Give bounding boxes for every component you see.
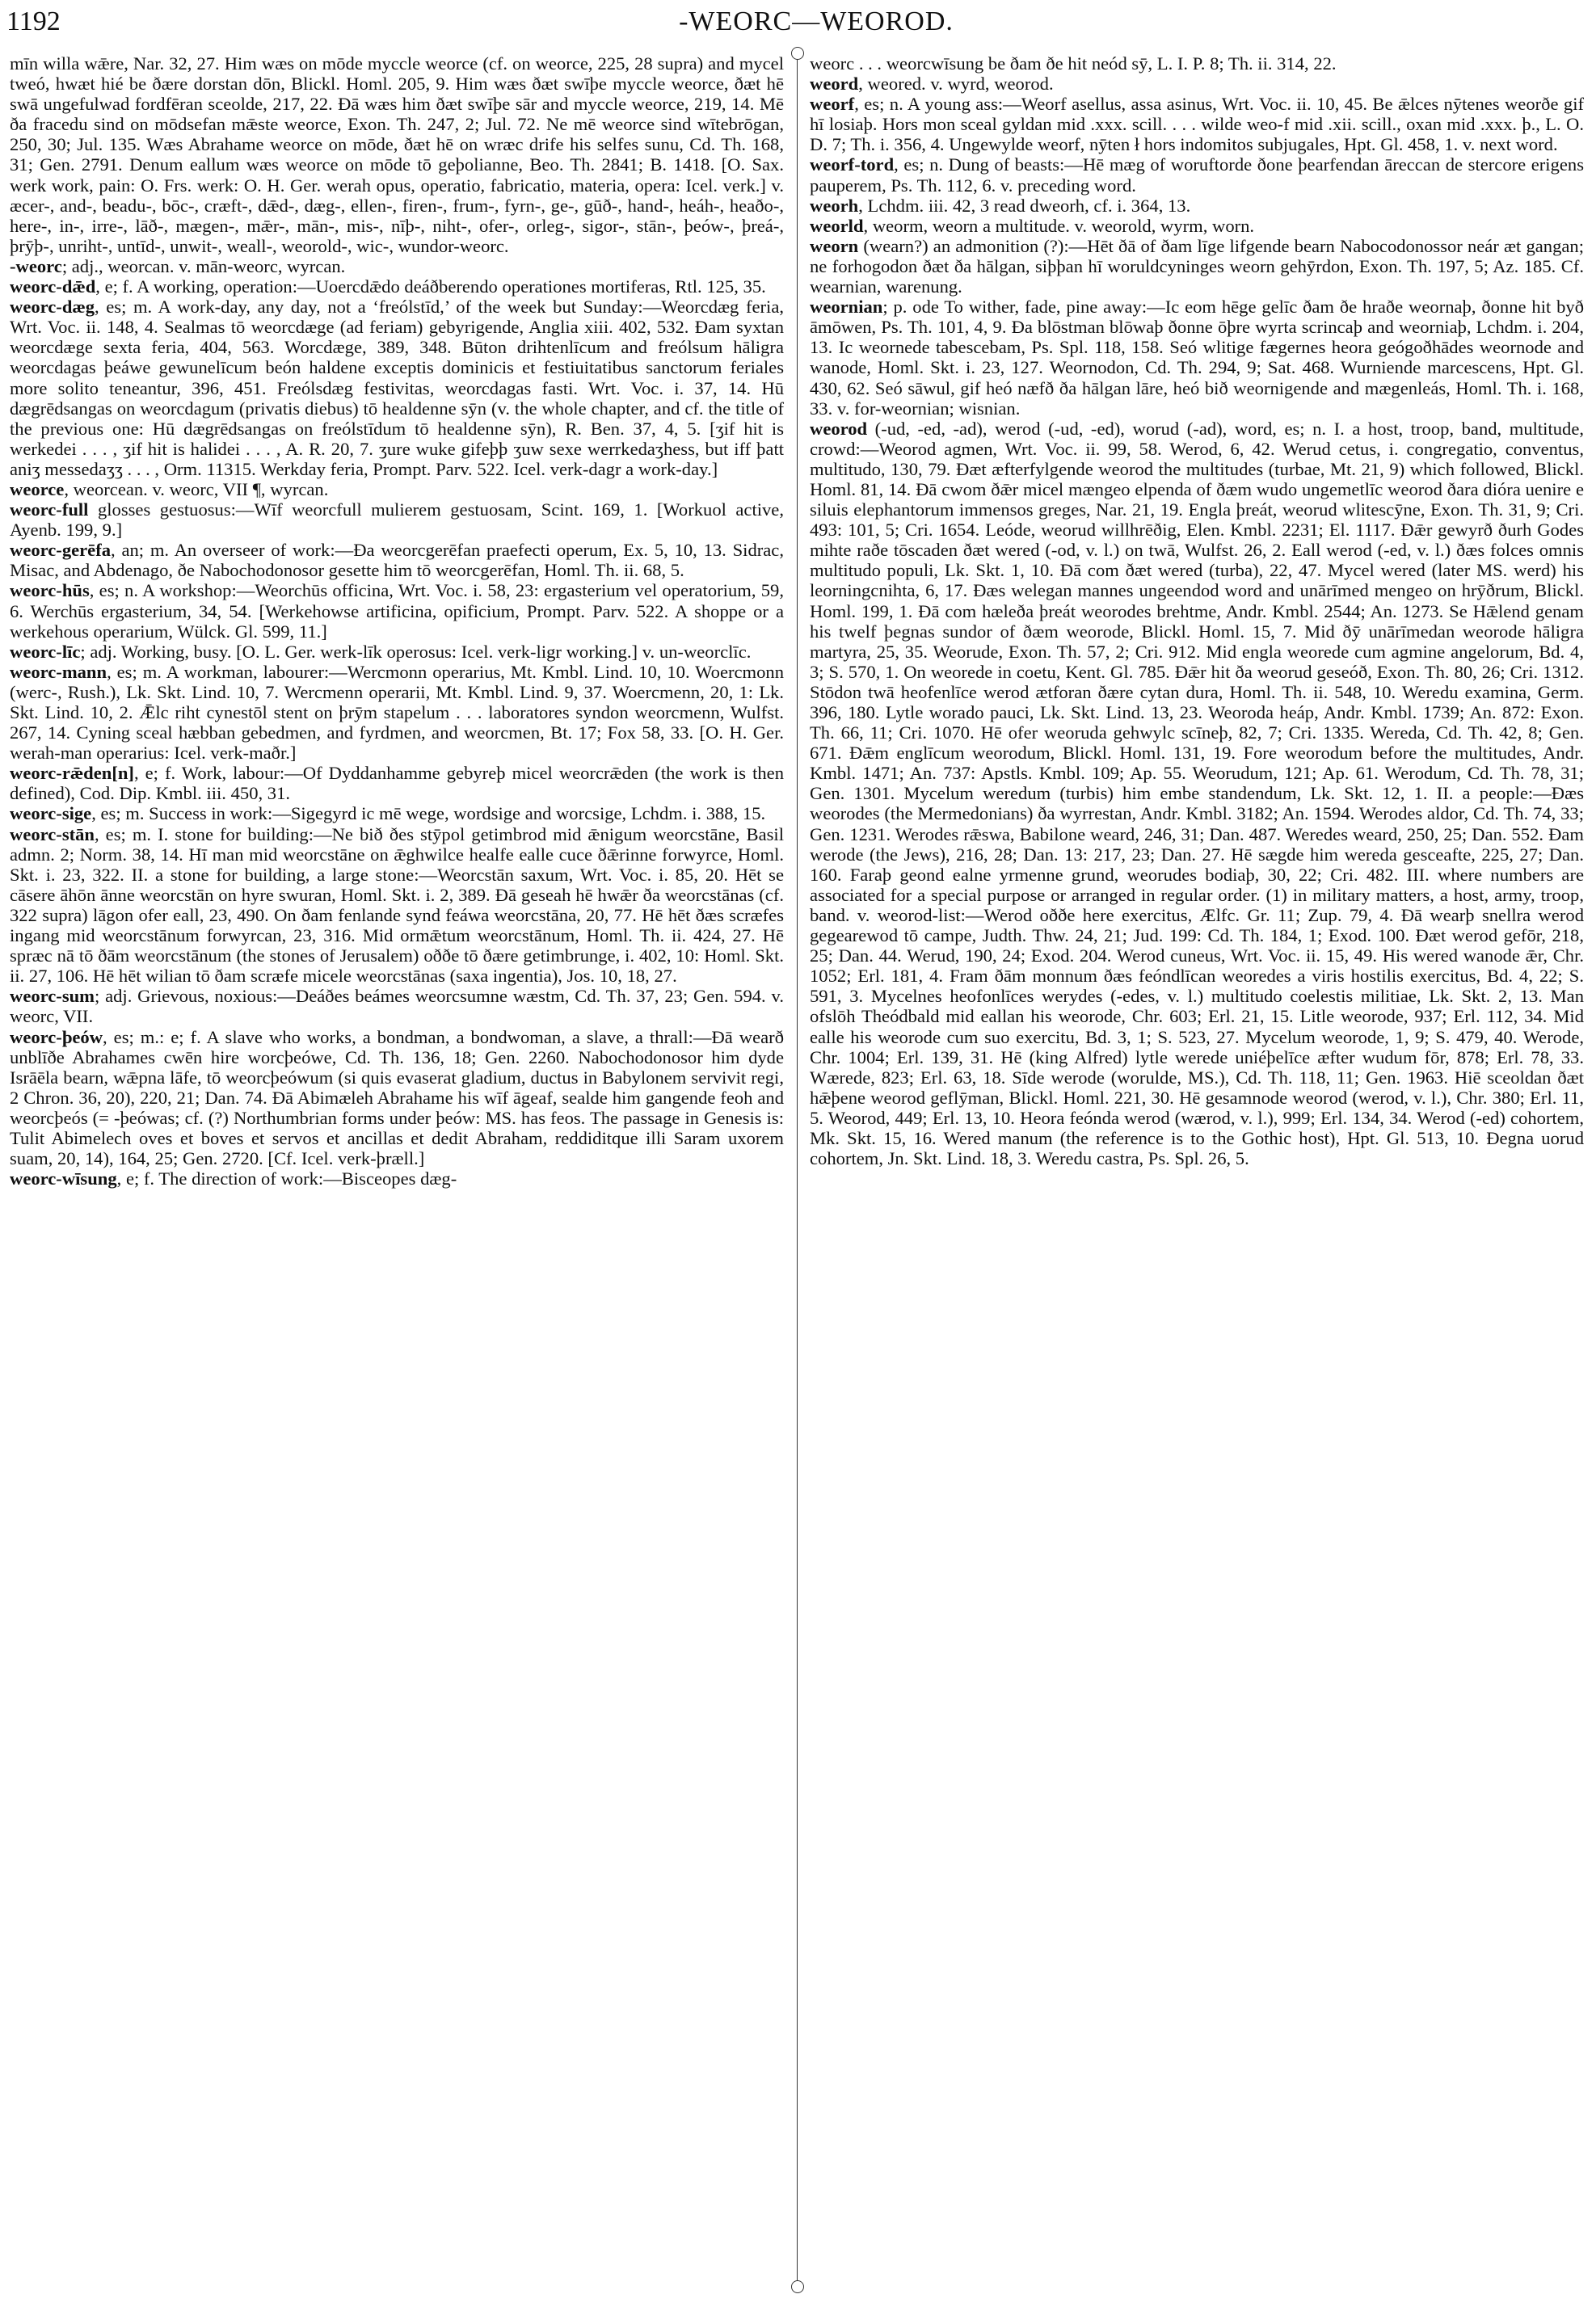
entry-definition: , es; m. I. stone for building:—Ne bið ðes stȳpol getimbrod mid ǣnigum weorcstāne, Basil admn. 2; Norm. 38, 14. Hī man mid weorcstāne on ǣghwilce healfe ealle cuce ðǣrinne forwyrce, Homl. Skt. i. 23, 322. II. a stone for building, a large stone:—Weorcstān saxum, Wrt. Voc. i. 85, 20. Hēt se cāsere āhōn ānne weorcstān on hyre swuran, Homl. Skt. i. 2, 389. Ðā geseah hē hwǣr ða weorcstānas (cf. 322 supra) lāgon ofer eall, 23, 490. On ðam fenlande synd feáwa weorcstāna, 20, 77. Hē hēt ðæs scræfes ingang mid weorcstānum forwyrcan, 23, 316. Mid ormǣtum weorcstānum, Homl. Th. ii. 424, 27. Hē spræc nā tō ðām weorcstānum (the stones of Jerusalem) oððe tō ðære getimbrunge, i. 402, 10: Homl. Skt. ii. 27, 106. Hē hēt wilian tō ðam scræfe micele weorcstānas (saxa ingentia), Jos. 10, 18, 27. <box>10 823 784 987</box>
dictionary-entry <box>10 256 784 276</box>
entry-headword: weorc-dǣd <box>10 276 96 297</box>
entry-headword: weorc-þeów <box>10 1026 103 1047</box>
entry-headword: weorh <box>810 195 859 216</box>
entry-definition: ; adj., weorcan. v. mān-weorc, wyrcan. <box>61 255 346 276</box>
entry-definition: , es; m.: e; f. A slave who works, a bondman, a bondwoman, a slave, a thrall:—Ðā wearð unblīðe Abrahames cwēn hire worcþeówe, Cd. Th. 136, 18; Gen. 2260. Nabochodonosor him dyde Isrāēla bearn, wǣpna lāfe, tō weorcþeówum (si quis evaserat gladium, ductus in Babylonem servivit regi, 2 Chron. 36, 20), 220, 21; Dan. 74. Ðā Abimæleh Abrahame his wīf āgeaf, sealde him gangende feoh and weorcþeós (= -þeówas; cf. (?) Northumbrian forms under þeów: MS. has feos. The passage in Genesis is: Tulit Abimelech oves et boves et servos et ancillas et dedit Abraham, reddiditque illi Saram uxorem suam, 20, 14), 164, 25; Gen. 2720. [Cf. Icel. verk-þræll.] <box>10 1026 784 1169</box>
dictionary-entry <box>10 580 784 641</box>
entry-definition: ; adj. Working, busy. [O. L. Ger. werk-līk operosus: Icel. verk-ligr working.] v. un-weorclīc. <box>80 641 752 662</box>
divider-ornament-top-icon <box>791 47 804 60</box>
entry-definition: (-ud, -ed, -ad), werod (-ud, -ed), worud (-ad), word, es; n. I. a host, troop, band, multitude, crowd:—Weorod agmen, Wrt. Voc. ii. 99, 58. Werod, 6, 42. Werud cetus, i. congregatio, conventus, multitudo, 130, 79. Ðæt æfterfylgende weorod the multitudes (turbae, Mt. 21, 9) which followed, Blickl. Homl. 81, 14. Ðā cwom ðǣr micel mængeo elpenda of ðæm wudo ungemetlīc weorod ðara dióra uenire e siluis elephantorum immensos greges, Nar. 21, 19. Engla þreát, weorud wlitescȳne, Exon. Th. 31, 9; Cri. 493: 101, 5; Cri. 1654. Leóde, weorud willhrēðig, Elen. Kmbl. 2231; El. 1117. Ðǣr gewyrð ðurh Godes mihte raðe tōscaden ðæt wered (-od, v. l.) on twā, Wulfst. 26, 2. Eall werod (-ed, v. l.) ðæs folces omnis multitudo populi, Lk. Skt. 1, 10. Ðā com ðæt wered (turba), 22, 47. Mycel wered (later MS. werd) his leorningcnihta, 6, 17. Ðæs welegan mannes ungeendod word and unārīmed mengeo on hrȳðrum, Blickl. Homl. 199, 1. Ðā com hæleða þreát weorodes brehtme, Andr. Kmbl. 2544; An. 1273. Se Hǣlend genam his twelf þegnas sundor of ðæm weorode, Blickl. Homl. 15, 7. Mid ðȳ unārīmedan weorode hāligra martyra, 25, 35. Weorude, Exon. Th. 57, 2; Cri. 912. Mid engla weorede cum agmine angelorum, Bd. 4, 3; S. 570, 1. On weorede in coetu, Kent. Gl. 785. Ðǣr hit ða weorud geseóð, Exon. Th. 80, 26; Cri. 1312. Stōdon twā heofenlīce werod ætforan ðære cytan dura, Homl. Th. ii. 548, 10. Weredu examina, Germ. 396, 180. Lytle worado pauci, Lk. Skt. Lind. 13, 23. Weoroda heáp, Andr. Kmbl. 1739; An. 872: Exon. Th. 66, 11; Cri. 1070. Hē ofer weoruda gehwylc scīneþ, 82, 7; Cri. 1335. Wereda, Cd. Th. 42, 8; Gen. 671. Ðǣm englīcum weorodum, Blickl. Homl. 131, 19. Fore weorodum before the multitudes, Andr. Kmbl. 1471; An. 737: Apstls. Kmbl. 109; Ap. 55. Weorudum, 121; Ap. 61. Werodum, Cd. Th. 78, 31; Gen. 1301. Mycelum weredum (turbis) him embe standendum, Lk. Skt. 12, 1. II. a people:—Ðæs weorodes (the Mermedonians) ða wyrrestan, Andr. Kmbl. 3182; An. 1594. Werodes aldor, Cd. Th. 74, 33; Gen. 1231. Werodes rǣswa, Babilone weard, 246, 31; Dan. 487. Weredes weard, 250, 25; Dan. 552. Ðam werode (the Jews), 216, 28; Dan. 13: 217, 23; Dan. 27. Hē sægde him wereda gesceafte, 225, 27; Dan. 160. Faraþ geond ealne yrmenne grund, weorudes bodiaþ, 30, 22; Cri. 482. III. where numbers are associated for a special purpose or arranged in regular order. (1) in military matters, a host, army, troop, band. v. weorod-list:—Werod oððe here exercitus, Ælfc. Gr. 11; Zup. 79, 4. Ðā wearþ snellra werod gegearewod tō campe, Judth. Thw. 24, 21; Jud. 199: Cd. Th. 184, 1; Exod. 100. Ðæt werod gefōr, 218, 25; Dan. 44. Werud, 190, 24; Exod. 204. Werod cuneus, Wrt. Voc. ii. 15, 49. His wered wanode ǣr, Chr. 1052; Erl. 181, 4. Fram ðām monnum ðæs feóndlīcan weoredes a viris hostilis exercitus, Bd. 4, 22; S. 591, 3. Mycelnes heofonlīces werydes (-edes, v. l.) multitudo coelestis militiae, Lk. Skt. 2, 13. Man ofslōh Theódbald mid eallan his weorode, Chr. 603; Erl. 21, 15. Litle weorode, 937; Erl. 112, 34. Mid ealle his weorode cum suo exercitu, Bd. 3, 1; S. 523, 27. Mycelum weorode, 1, 9; S. 479, 40. Werode, Chr. 1004; Erl. 139, 31. Hē (king Alfred) lytle werede uniéþelīce æfter wudum fōr, 878; Erl. 78, 33. Wærede, 823; Erl. 63, 18. Sīde werode (worulde, MS.), Cd. Th. 118, 11; Gen. 1963. Hiē sceoldan ðæt hǣþene weorod geflȳman, Blickl. Homl. 221, 30. Hē gesamnode weorod (werod, v. l.), Chr. 380; Erl. 11, 5. Weorod, 449; Erl. 13, 10. Heora feónda werod (wærod, v. l.), 999; Erl. 134, 34. Werod (-ed) cohortem, Mk. Skt. 15, 16. Wered manum (the reference is to the Gothic host), Hpt. Gl. 513, 10. Ðegna uorud cohortem, Jn. Skt. Lind. 18, 3. Weredu castra, Ps. Spl. 26, 5. <box>810 418 1584 1169</box>
dictionary-entry <box>810 154 1584 195</box>
entry-definition: (wearn?) an admonition (?):—Hēt ðā of ðam līge lifgende bearn Nabocodonossor neár æt gangan; ne forhogodon ðæt ða hālgan, siþþan hī woruldcyninges weorn gehȳrdon, Exon. Th. 197, 5; Az. 185. Cf. wearnian, warenung. <box>810 235 1584 297</box>
entry-definition: , weorcean. v. weorc, VII ¶, wyrcan. <box>64 478 329 499</box>
dictionary-entry <box>10 297 784 479</box>
dictionary-entry <box>810 216 1584 236</box>
dictionary-entry <box>810 196 1584 216</box>
entry-definition: , e; f. Work, labour:—Of Dyddanhamme gebyreþ micel weorcrǣden (the work is then defined), Cod. Dip. Kmbl. iii. 450, 31. <box>10 763 784 804</box>
dictionary-entry <box>10 499 784 540</box>
entry-headword: weorc-hūs <box>10 580 90 601</box>
entry-definition: , es; m. A work-day, any day, not a ‘freólstīd,’ of the week but Sunday:—Weorcdæg feria, Wrt. Voc. ii. 148, 4. Sealmas tō weorcdæge (ad feriam) gebyrigende, Anglia xiii. 402, 532. Ðam syxtan weorcdæge sexta feria, 404, 563. Worcdæge, 389, 348. Būton drihtenlīcum and freólsum hāligra weorcdagas þeáwe gewunelīcum beón haldene exceptis dominicis et festiuitatibus sanctorum feriales more solito teneantur, 396, 451. Freólsdæg festivitas, weorcdagas fasti. Wrt. Voc. i. 37, 14. Hū dægrēdsangas on weorcdagum (privatis diebus) tō healdenne sȳn (v. the whole chapter, and cf. the title of the previous one: Hū dægrēdsangas on freólstīdum tō healdenne sȳn), R. Ben. 37, 4, 5. [ʒif hit is werkedei . . . , ʒif hit is halidei . . . , A. R. 20, 7. ʒure wuke gifeþþ ʒuw sexe werrkedaʒhess, but iff þatt aniʒ messedaʒʒ . . . , Orm. 11315. Werkday feria, Prompt. Parv. 522. Icel. verk-dagr a work-day.] <box>10 297 784 479</box>
dictionary-entry <box>10 53 784 256</box>
dictionary-entry <box>10 763 784 803</box>
entry-definition: weorc . . . weorcwīsung be ðam ðe hit neód sȳ, L. I. P. 8; Th. ii. 314, 22. <box>810 53 1337 74</box>
entry-headword: weorc-wīsung <box>10 1168 117 1189</box>
entry-definition: , weorm, weorn a multitude. v. weorold, wyrm, worn. <box>863 215 1255 236</box>
entry-definition: mīn willa wǣre, Nar. 32, 27. Him wæs on mōde myccle weorce (cf. on weorce, 225, 28 supra) and mycel tweó, hwæt hié be ðære dorstan dōn, Blickl. Homl. 205, 9. Him wæs ðæt swīþe myccle weorce, ðæt hē swā ungefulwad fordfēran sceolde, 217, 22. Ðā wæs him ðæt swīþe sār and myccle weorce, 219, 14. Mē ða fracedu sind on mōdsefan mǣste weorce, Exon. Th. 247, 2; Jul. 72. Ne mē weorce sind wītebrōgan, 250, 30; Jul. 135. Wæs Abrahame weorce on mōde, ðæt hē on wræc drife his selfes sunu, Cd. Th. 168, 31; Gen. 2791. Denum eallum wæs weorce on mōde tō geþolianne, Beo. Th. 2841; B. 1418. [O. Sax. werk work, pain: O. Frs. werk: O. H. Ger. werah opus, operatio, fabricatio, materia, opera: Icel. verk.] v. æcer-, and-, beadu-, bōc-, cræft-, dǣd-, dæg-, ellen-, firen-, frum-, fyrn-, ge-, gūð-, hand-, heáh-, heaðo-, here-, in-, irre-, lāð-, mægen-, mǣr-, mān-, mis-, nīþ-, niht-, ofer-, orleg-, sigor-, stān-, þeów-, þreá-, þrȳþ-, unriht-, untīd-, unwit-, weall-, weorold-, wic-, wundor-weorc. <box>10 53 784 256</box>
dictionary-entry <box>810 53 1584 74</box>
entry-definition: , e; f. A working, operation:—Uoercdǣdo deáðberendo operationes mortiferas, Rtl. 125, 35. <box>95 276 766 297</box>
dictionary-entry <box>10 642 784 662</box>
dictionary-entry <box>10 986 784 1026</box>
entry-headword: weorc-gerēfa <box>10 540 112 561</box>
dictionary-entry <box>810 419 1584 1168</box>
entry-headword: weorc-mann <box>10 661 107 682</box>
entry-definition: , weored. v. wyrd, weorod. <box>858 74 1054 95</box>
dictionary-entry <box>10 662 784 763</box>
entry-definition: , Lchdm. iii. 42, 3 read dweorh, cf. i. 364, 13. <box>858 195 1191 216</box>
page-number: 1192 <box>6 6 61 36</box>
dictionary-entry <box>810 236 1584 297</box>
dictionary-entry <box>810 94 1584 154</box>
entry-headword: weorc-līc <box>10 641 81 662</box>
entry-definition: ; adj. Grievous, noxious:—Deáðes beámes weorcsumne wæstm, Cd. Th. 37, 23; Gen. 594. v. weorc, VII. <box>10 986 784 1027</box>
dictionary-entry <box>10 824 784 987</box>
dictionary-entry <box>810 74 1584 94</box>
entry-definition: , e; f. The direction of work:—Bisceopes dæg- <box>116 1168 457 1189</box>
column-divider <box>797 53 798 2284</box>
entry-definition: , an; m. An overseer of work:—Ða weorcgerēfan praefecti operum, Ex. 5, 10, 13. Sidrac, Misac, and Abdenago, ðe Nabochodonosor gesette him tō weorcgerēfan, Homl. Th. ii. 68, 5. <box>10 540 784 581</box>
entry-definition: ; p. ode To wither, fade, pine away:—Ic eom hēge gelīc ðam ðe hraðe weornaþ, ðonne hit byð āmōwen, Ps. Th. 101, 4, 9. Ða blōstman blōwaþ ðonne ōþre wyrta scrincaþ and weorniaþ, Lchdm. i. 204, 13. Ic weornede tabescebam, Ps. Spl. 118, 158. Seó wlitige fægernes heora geógoðhādes weornode and wanode, Homl. Skt. i. 23, 127. Weornodon, Cd. Th. 294, 9; Sat. 468. Wurniende marcescens, Hpt. Gl. 430, 62. Seó sāwul, gif heó næfð ða hālgan lāre, heó bið weornigende and mægenleás, Homl. Th. i. 168, 33. v. for-weornian; wisnian. <box>810 297 1584 419</box>
running-title: -WEORC—WEOROD. <box>679 6 954 36</box>
dictionary-entry <box>10 803 784 823</box>
divider-ornament-bottom-icon <box>791 2280 804 2293</box>
entry-headword: weorce <box>10 478 65 499</box>
entry-definition: glosses gestuosus:—Wīf weorcfull mulierem gestuosam, Scint. 169, 1. [Workuol active, Ayenb. 199, 9.] <box>10 499 784 541</box>
entry-headword: weorf <box>810 94 855 115</box>
dictionary-entry <box>10 479 784 499</box>
entry-headword: weorc-dæg <box>10 297 95 318</box>
entry-headword: weornian <box>810 297 883 318</box>
entry-definition: , es; n. A young ass:—Weorf asellus, assa asinus, Wrt. Voc. ii. 10, 45. Be ǣlces nȳtenes weorðe gif hī losiaþ. Hors mon sceal gyldan mid .xxx. scill. . . . wilde weo-f mid .xii. scill., oxan mid .xxx. þ., L. O. D. 7; Th. i. 356, 4. Ungewylde weorf, nȳten ł hors indomitos subjugales, Hpt. Gl. 458, 1. v. next word. <box>810 94 1584 155</box>
entry-headword: weorod <box>810 418 868 439</box>
entry-headword: weorc-full <box>10 499 89 520</box>
entry-headword: weorf-tord <box>810 154 895 175</box>
entry-headword: weorc-rǣden[n] <box>10 763 134 784</box>
entry-headword: weorc-stān <box>10 823 95 844</box>
entry-headword: -weorc <box>10 255 62 276</box>
left-column <box>10 53 784 1189</box>
dictionary-entry <box>810 297 1584 419</box>
entry-headword: weorn <box>810 235 859 256</box>
entry-headword: weorc-sige <box>10 803 92 824</box>
page-header <box>0 6 1596 45</box>
entry-definition: , es; m. A workman, labourer:—Wercmonn operarius, Mt. Kmbl. Lind. 10, 10. Woercmonn (werc-, Rush.), Lk. Skt. Lind. 10, 7. Wercmenn operarii, Mt. Kmbl. Lind. 9, 37. Woercmenn, 20, 1: Lk. Skt. Lind. 10, 2. Ǣlc riht cynestōl stent on þrȳm stapelum . . . laboratores syndon weorcmenn, Wulfst. 267, 14. Cyning sceal hæbban gebedmen, and fyrdmen, and weorcmen, Bt. 17; Fox 58, 33. [O. H. Ger. werah-man operarius: Icel. verk-maðr.] <box>10 661 784 764</box>
entry-definition: , es; m. Success in work:—Sigegyrd ic mē wege, wordsige and worcsige, Lchdm. i. 388, 15. <box>91 803 766 824</box>
entry-headword: weorld <box>810 215 864 236</box>
dictionary-entry <box>10 276 784 297</box>
dictionary-entry <box>10 1168 784 1189</box>
entry-headword: weorc-sum <box>10 986 95 1007</box>
dictionary-entry <box>10 1027 784 1169</box>
right-column <box>810 53 1584 1168</box>
entry-headword: weord <box>810 74 859 95</box>
entry-definition: , es; n. A workshop:—Weorchūs officina, Wrt. Voc. i. 58, 23: ergasterium vel operatorium, 59, 6. Werchūs ergasterium, 34, 54. [Werkehowse artificina, opificium, Prompt. Parv. 522. A shoppe or a werkehous operarium, Wülck. Gl. 599, 11.] <box>10 580 784 642</box>
entry-definition: , es; n. Dung of beasts:—Hē mæg of woruftorde ðone þearfendan āreccan de stercore erigens pauperem, Ps. Th. 112, 6. v. preceding word. <box>810 154 1584 196</box>
dictionary-entry <box>10 540 784 580</box>
